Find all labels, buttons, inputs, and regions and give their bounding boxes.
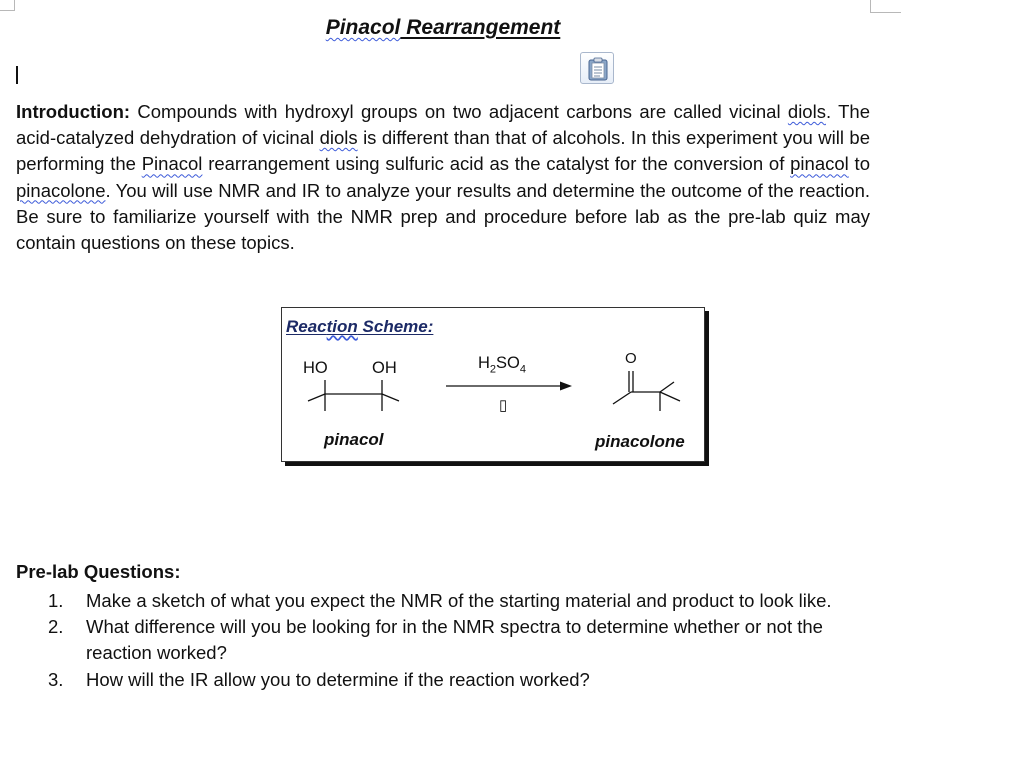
page-corner-top-left: [0, 0, 15, 11]
paste-options-button[interactable]: [580, 52, 614, 84]
clipboard-icon: [587, 57, 609, 81]
scheme-title-flagged: tion: [326, 317, 358, 336]
question-text: What difference will you be looking for in the NMR spectra to determine whether or not the reaction worked?: [86, 616, 823, 664]
reagent-label: [478, 354, 526, 375]
page-corner-top-right: [870, 0, 901, 13]
intro-text-2: . The acid-catalyzed dehydration of vicinal: [16, 101, 870, 149]
reagent-sub-4: 4: [519, 363, 527, 376]
reaction-arrow: [446, 382, 572, 391]
introduction-label: Introduction:: [16, 101, 131, 122]
intro-text-3: is different than that of alcohols. In this experiment you will be performing the: [16, 127, 870, 175]
reagent-so: SO: [496, 354, 520, 372]
pinacolone-structure: [613, 371, 680, 411]
title-word-rearrangement: Rearrangement: [400, 16, 561, 39]
hydroxyl-label-right: OH: [372, 359, 397, 377]
flagged-word-pinacolone: pinacolone: [16, 179, 106, 201]
reactant-name: pinacol: [324, 430, 384, 449]
carbonyl-oxygen-label: O: [625, 350, 637, 367]
flagged-word-pinacol-2: pinacol: [790, 153, 849, 175]
prelab-question: [48, 588, 870, 614]
prelab-question: [48, 667, 870, 693]
intro-text-1: Compounds with hydroxyl groups on two adjacent carbons are called vicinal: [130, 101, 788, 122]
question-number: 1.: [48, 590, 64, 611]
scheme-title-part-1: Reac: [286, 317, 327, 336]
hydroxyl-label-left: HO: [303, 359, 328, 377]
text-cursor: [16, 66, 18, 84]
scheme-title-part-2: Scheme:: [357, 317, 434, 336]
intro-text-4: rearrangement using sulfuric acid as the catalyst for the conversion of: [202, 153, 791, 175]
question-number: 3.: [48, 668, 64, 690]
prelab-question-list: [48, 588, 870, 693]
flagged-word-diols: diols: [787, 101, 826, 122]
missing-glyph-box: ▯: [499, 397, 508, 414]
prelab-heading: Pre-lab Questions:: [16, 561, 181, 582]
question-text: How will the IR allow you to determine if the reaction worked?: [86, 668, 590, 690]
introduction-paragraph: [16, 99, 870, 256]
document-title: [0, 16, 886, 40]
intro-text-5: to: [848, 153, 870, 175]
reagent-sub-2: 2: [489, 363, 497, 376]
reagent-h: H: [478, 354, 490, 372]
flagged-word-diols-2: diols: [319, 127, 358, 149]
product-name: pinacolone: [595, 432, 685, 451]
prelab-question: [48, 614, 870, 666]
intro-text-6: . You will use NMR and IR to analyze your results and determine the outcome of the reaction. Be sure to familiarize yourself with the NMR prep and procedure before lab as the pre-lab quiz may contain questions on these topics.: [16, 179, 870, 254]
flagged-word-pinacol: Pinacol: [141, 153, 203, 175]
question-number: 2.: [48, 616, 64, 638]
reaction-scheme-box: [281, 307, 705, 462]
title-word-pinacol: Pinacol: [325, 16, 401, 39]
question-text: Make a sketch of what you expect the NMR of the starting material and product to look like.: [86, 590, 832, 611]
pinacol-structure: [308, 380, 399, 411]
